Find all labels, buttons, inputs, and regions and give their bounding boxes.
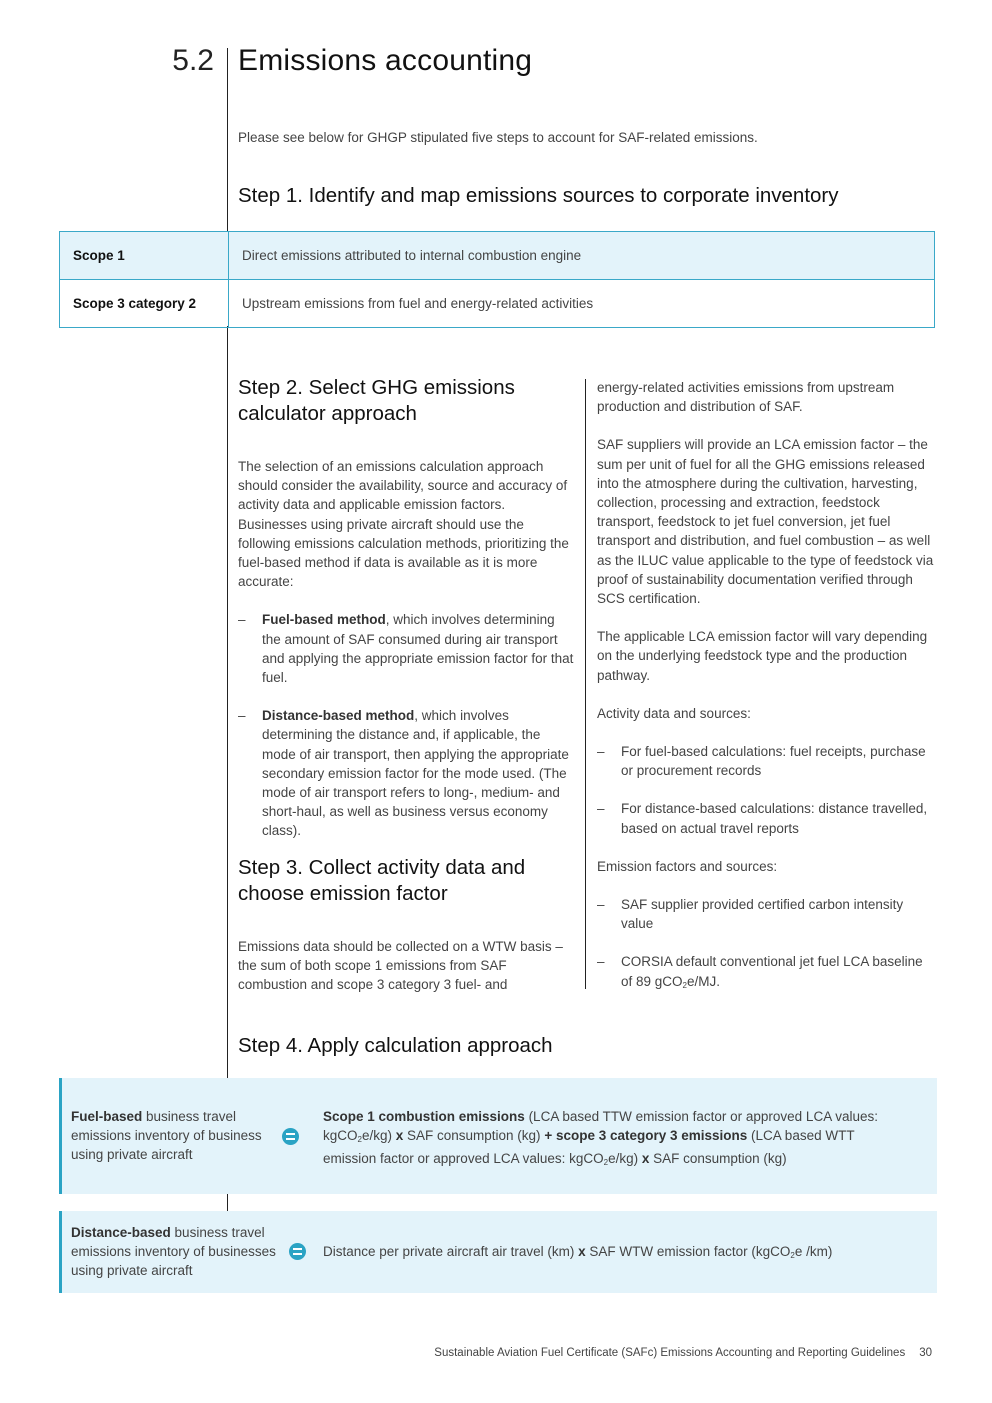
step2-heading: Step 2. Select GHG emissions calculator approach (238, 376, 515, 425)
section-rule-mid (227, 326, 228, 1078)
right-column (597, 378, 937, 995)
step1-heading: Step 1. Identify and map emissions sources to corporate inventory (238, 184, 839, 207)
left-column (238, 375, 576, 994)
scope-label: Scope 3 category 2 (60, 280, 229, 327)
formula-text: emission factor or approved LCA values: kgCO (323, 1151, 604, 1167)
formula-text: Distance per private aircraft air travel (km) (323, 1244, 579, 1259)
table-row (60, 232, 934, 279)
formula-text: e /km) (794, 1244, 833, 1259)
distance-based-rest: business travel emissions inventory of businesses using private aircraft (71, 1225, 276, 1279)
list-dash: – (238, 612, 246, 628)
method-name: Fuel-based method (262, 612, 386, 628)
times-operator: x (578, 1244, 586, 1259)
step3-paragraph: Emissions data should be collected on a WTW basis – the sum of both scope 1 emissions from SAF combustion and scope 3 category 3 fuel- and (238, 938, 563, 993)
factor-item: CORSIA default conventional jet fuel LCA baseline of 89 gCO (621, 954, 923, 989)
distance-based-calc-box (59, 1211, 937, 1293)
activity-item: For fuel-based calculations: fuel receipts, purchase or procurement records (621, 744, 926, 779)
method-name: Distance-based method (262, 708, 415, 724)
formula-text: kgCO (323, 1128, 358, 1144)
section-number: 5.2 (172, 44, 214, 77)
section-rule-bottom (227, 1194, 228, 1211)
scope-table (59, 231, 935, 328)
list-dash: – (597, 897, 605, 913)
scope1-bold: Scope 1 combustion emissions (323, 1109, 525, 1124)
scope3-bold: + scope 3 category 3 emissions (544, 1128, 748, 1144)
formula-line (323, 1126, 928, 1149)
list-item (597, 742, 937, 780)
fuel-based-rest: business travel emissions inventory of business using private aircraft (71, 1109, 262, 1163)
formula-text: e/kg) (361, 1128, 396, 1144)
list-item (597, 952, 937, 994)
equals-icon (289, 1243, 306, 1260)
scope-description: Direct emissions attributed to internal combustion engine (242, 248, 582, 263)
factors-heading: Emission factors and sources: (597, 858, 778, 874)
step4-heading: Step 4. Apply calculation approach (238, 1034, 553, 1057)
distance-based-label (71, 1223, 276, 1281)
scope-description: Upstream emissions from fuel and energy-related activities (242, 296, 594, 311)
fuel-based-label (71, 1107, 276, 1165)
equals-icon (282, 1128, 299, 1145)
list-dash: – (597, 954, 605, 970)
activity-item: For distance-based calculations: distance travelled, based on actual travel reports (621, 801, 928, 836)
factor-item-tail: e/MJ. (687, 973, 721, 989)
section-rule-top (227, 48, 228, 231)
footer-title: Sustainable Aviation Fuel Certificate (SAFc) Emissions Accounting and Reporting Guidelines (434, 1347, 906, 1359)
subscript: 2 (357, 1135, 362, 1145)
scope-label: Scope 1 (60, 232, 229, 279)
fuel-based-calc-box (59, 1078, 937, 1194)
subscript: 2 (790, 1251, 795, 1260)
list-item (238, 706, 576, 840)
list-item (597, 799, 937, 837)
subscript: 2 (603, 1158, 609, 1168)
list-item (597, 895, 937, 933)
step2-paragraph: The selection of an emissions calculation approach should consider the availability, source and accuracy of activity data and applicable emission factors. Businesses using private aircraft should use the following emissions calculation methods, prioritizing the fuel-based method if data is available as it is more accurate: (238, 459, 569, 590)
formula-text: e/kg) (608, 1151, 642, 1167)
times-operator: x (641, 1151, 650, 1167)
fuel-based-formula (323, 1107, 928, 1173)
formula-text: SAF consumption (kg) (649, 1151, 787, 1167)
page-footer (434, 1347, 932, 1359)
factor-item: SAF supplier provided certified carbon intensity value (621, 897, 904, 932)
activity-heading: Activity data and sources: (597, 705, 751, 721)
lca-paragraph: SAF suppliers will provide an LCA emission factor – the sum per unit of fuel for all the GHG emissions released into the atmosphere during the cultivation, harvesting, collection, processing and extraction, feedstock transport, feedstock to jet fuel conversion, jet fuel transport and distribution, and fuel combustion – as well as the ILUC value applicable to the type of feedstock via proof of sustainability documentation verified through SCS certification. (597, 437, 934, 607)
method-text: , which involves determining the distance and, if applicable, the mode of air transport, then applying the appropriate secondary emission factor for the mode used. (The mode of air transport refers to long-, medium- and short-haul, as well as business versus economy class). (262, 708, 569, 839)
page-title: Emissions accounting (238, 44, 533, 77)
times-operator: x (395, 1128, 404, 1144)
formula-text: SAF consumption (kg) (403, 1128, 545, 1144)
column-divider (585, 379, 586, 989)
page-number: 30 (919, 1347, 932, 1359)
list-dash: – (597, 744, 605, 760)
table-row (60, 279, 934, 327)
list-item (238, 610, 576, 687)
formula-text: SAF WTW emission factor (kgCO (585, 1244, 791, 1259)
vary-paragraph: The applicable LCA emission factor will vary depending on the underlying feedstock type and the production pathway. (597, 629, 928, 683)
step3-paragraph-cont: energy-related activities emissions from upstream production and distribution of SAF. (597, 380, 895, 415)
subscript: 2 (682, 980, 687, 990)
distance-based-formula (323, 1242, 832, 1265)
list-dash: – (238, 708, 246, 724)
fuel-based-bold: Fuel-based (71, 1109, 143, 1124)
formula-line (323, 1107, 928, 1126)
distance-based-bold: Distance-based (71, 1225, 171, 1240)
formula-text: (LCA based WTT (747, 1128, 855, 1144)
formula-line (323, 1149, 928, 1172)
method-text: , which involves determining the amount of SAF consumed during air transport and applying the appropriate emission factor for that fuel. (262, 612, 574, 686)
step3-heading: Step 3. Collect activity data and choose emission factor (238, 855, 526, 905)
list-dash: – (597, 801, 605, 817)
intro-text: Please see below for GHGP stipulated five steps to account for SAF-related emissions. (238, 130, 758, 145)
formula-text: (LCA based TTW emission factor or approved LCA values: (524, 1109, 878, 1124)
